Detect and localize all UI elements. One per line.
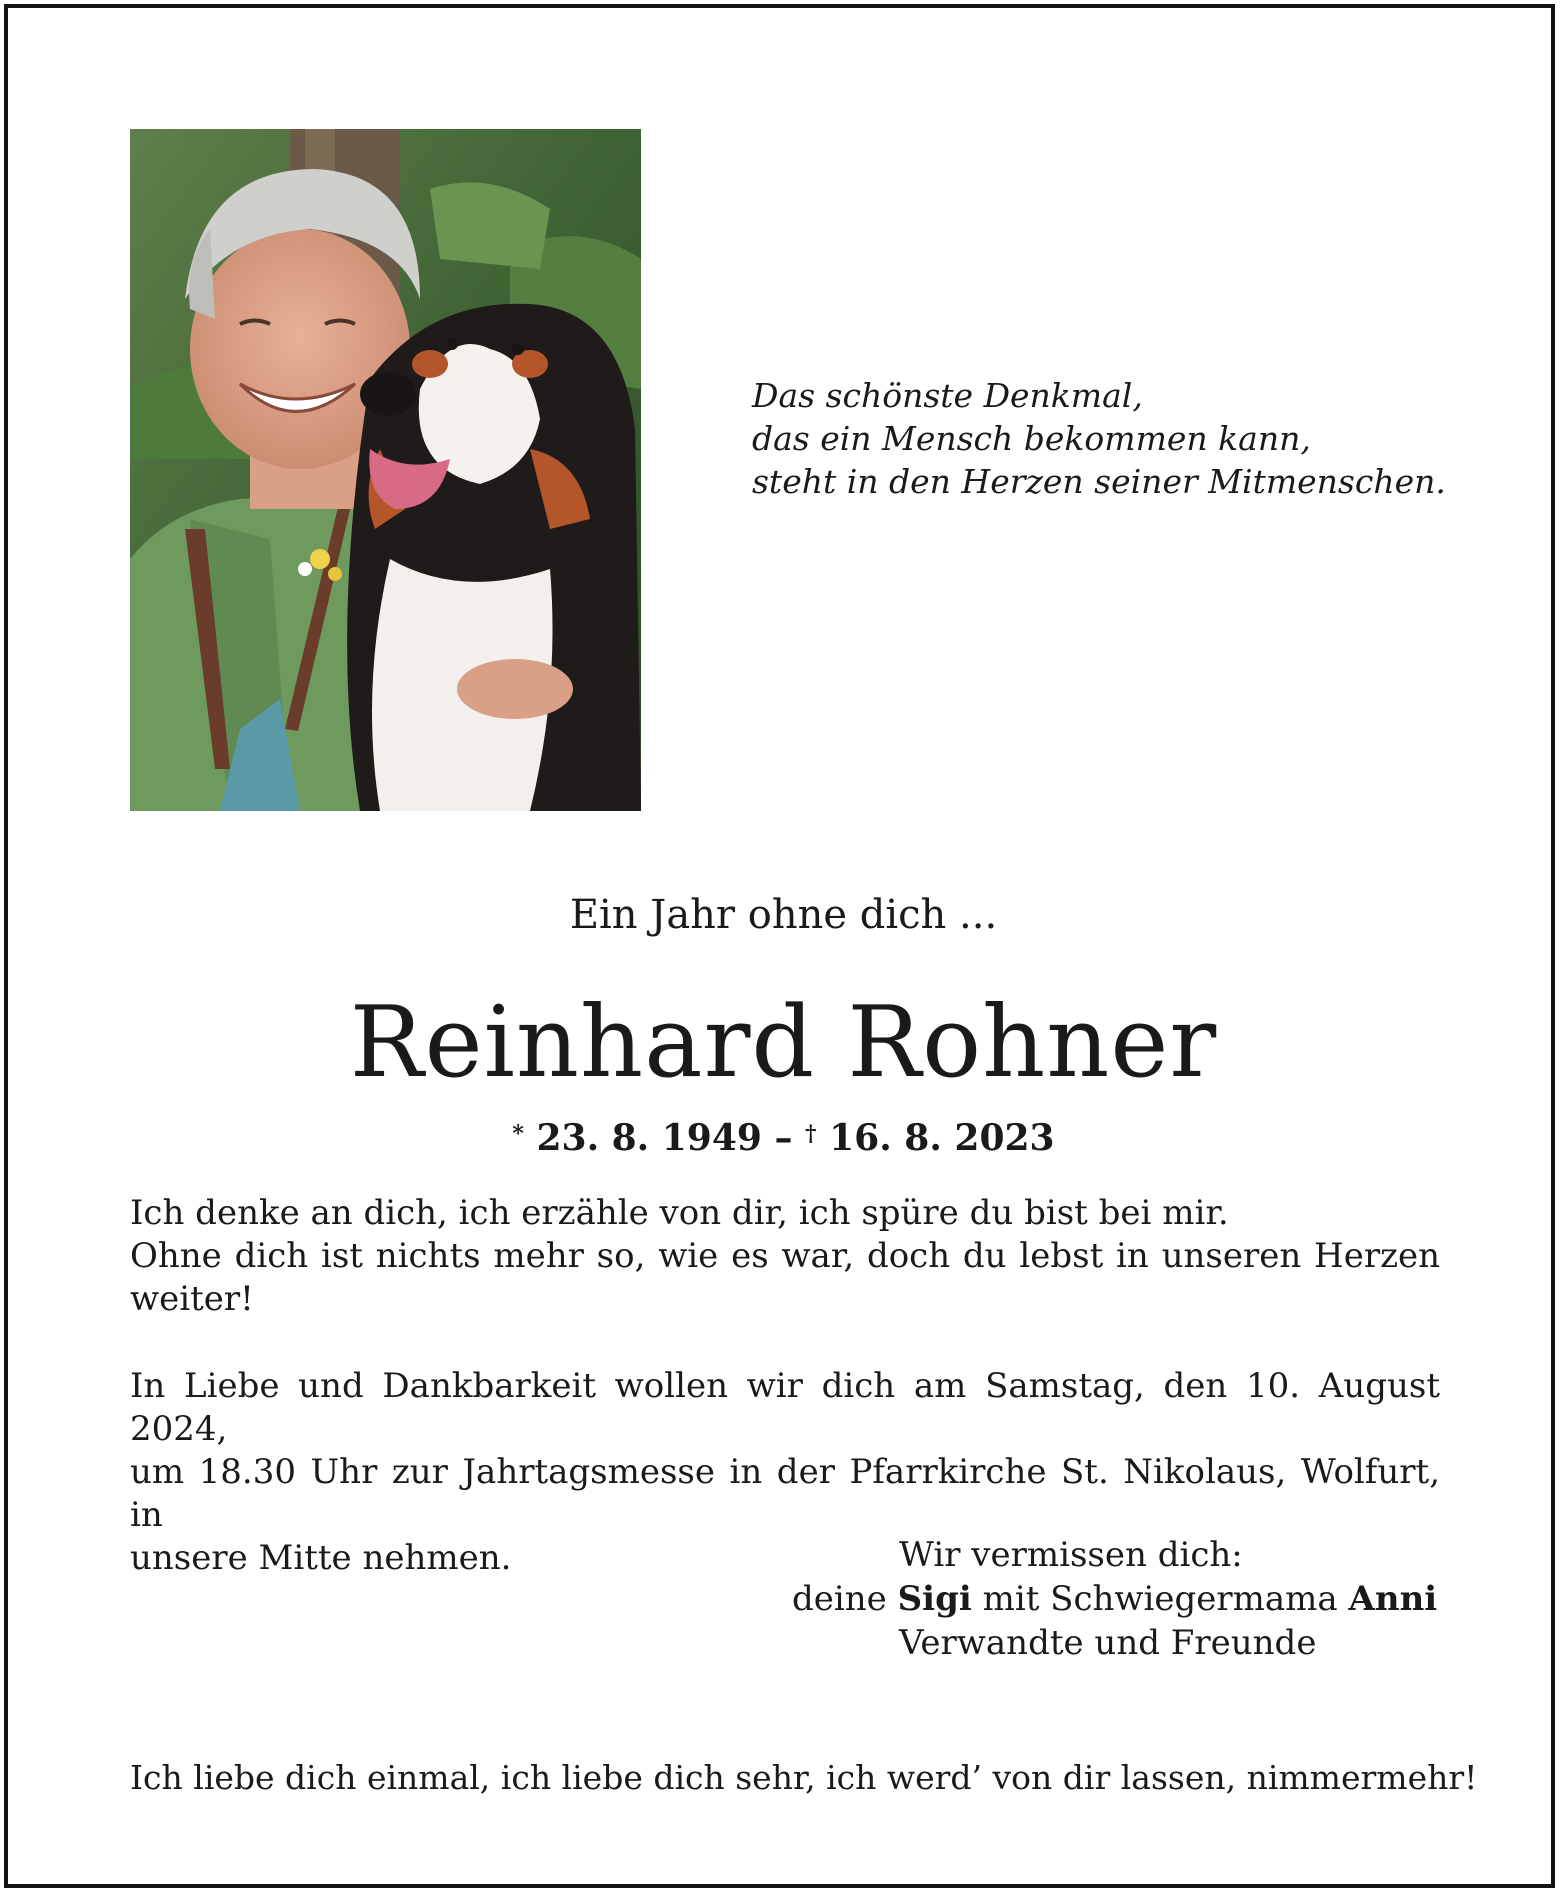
- death-date: 16. 8. 2023: [829, 1117, 1055, 1159]
- paragraph-line: In Liebe und Dankbarkeit wollen wir dich am Samstag, den 10. August 2024,: [130, 1366, 1440, 1449]
- paragraph-line: unsere Mitte nehmen.: [130, 1538, 512, 1578]
- memorial-paragraph: [130, 1192, 1440, 1321]
- mass-announcement-paragraph: [130, 1365, 1440, 1580]
- portrait-photo-illustration: [130, 129, 641, 811]
- paragraph-line: Ich denke an dich, ich erzähle von dir, ich spüre du bist bei mir.: [130, 1193, 1229, 1233]
- quote-line: das ein Mensch bekommen kann,: [752, 419, 1311, 458]
- portrait-photo: [130, 129, 641, 811]
- mourners-prefix: deine: [792, 1579, 887, 1619]
- mourner-name-anni: Anni: [1348, 1579, 1438, 1619]
- paragraph-line: weiter!: [130, 1279, 254, 1319]
- paragraph-line: um 18.30 Uhr zur Jahrtagsmesse in der Pfarrkirche St. Nikolaus, Wolfurt, in: [130, 1452, 1440, 1535]
- date-separator: –: [774, 1117, 793, 1159]
- mourner-name-sigi: Sigi: [897, 1579, 972, 1619]
- quote-line: steht in den Herzen seiner Mitmenschen.: [752, 462, 1446, 501]
- deceased-name: Reinhard Rohner: [349, 986, 1218, 1100]
- mourners-relatives: Verwandte und Freunde: [899, 1623, 1317, 1663]
- memorial-quote: [752, 374, 1512, 503]
- paragraph-line: Ohne dich ist nichts mehr so, wie es war, doch du lebst in unseren Herzen: [130, 1236, 1440, 1276]
- death-symbol: †: [805, 1121, 817, 1147]
- birth-symbol: *: [512, 1121, 524, 1147]
- mourners-heading: Wir vermissen dich:: [899, 1535, 1243, 1575]
- life-dates: [0, 1112, 1567, 1164]
- closing-line: Ich liebe dich einmal, ich liebe dich sehr, ich werd’ von dir lassen, nimmermehr!: [130, 1758, 1478, 1797]
- mourners-family-line: [792, 1577, 1437, 1621]
- birth-date: 23. 8. 1949: [536, 1117, 762, 1159]
- mourners-middle: mit Schwiegermama: [982, 1579, 1338, 1619]
- intro-heading: Ein Jahr ohne dich ...: [569, 892, 998, 938]
- quote-line: Das schönste Denkmal,: [752, 376, 1143, 415]
